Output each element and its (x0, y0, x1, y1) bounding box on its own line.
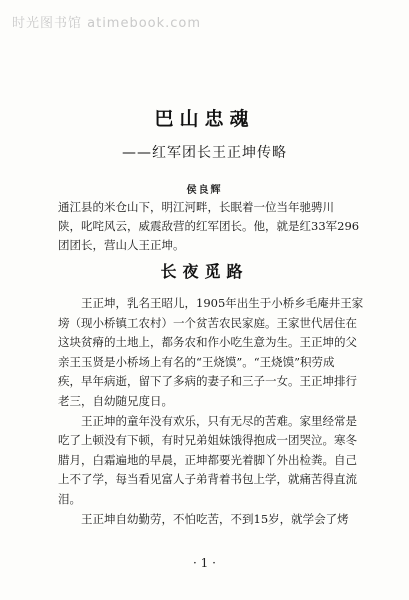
body-line: 塝（现小桥镇工农村）一个贫苦农民家庭。王家世代居住在 (58, 315, 357, 330)
body-line: 泪。 (58, 491, 81, 506)
section-heading: 长夜觅路 (160, 262, 249, 281)
page-number: · 1 · (193, 556, 216, 570)
body-line: 上不了学，每当看见富人子弟背着书包上学，就痛苦得直流 (58, 472, 357, 487)
body-line: 这块贫瘠的土地上，都务农和作小吃生意为生。王正坤的父 (58, 335, 357, 350)
intro-paragraph (58, 198, 363, 255)
page-subtitle: ——红军团长王正坤传略 (122, 145, 287, 161)
body-line: 王正坤的童年没有欢乐，只有无尽的苦难。家里经常是 (81, 413, 357, 428)
intro-line: 陕，叱咤风云，威震敌营的红军团长。他，就是红33军296 (58, 219, 360, 233)
body-text (58, 294, 363, 529)
intro-line: 团团长，营山人王正坤。 (58, 238, 185, 252)
author-name: 侯良辉 (186, 185, 223, 196)
body-line: 王正坤自幼勤劳，不怕吃苦，不到15岁，就学会了烤 (81, 511, 349, 526)
page-title: 巴山忠魂 (154, 108, 255, 130)
watermark: 时光图书馆 atimebook.com (12, 16, 202, 31)
body-line: 疾，早年病逝，留下了多病的妻子和三子一女。王正坤排行 (58, 374, 357, 389)
body-line: 王正坤，乳名王昭儿，1905年出生于小桥乡毛庵井王家 (81, 296, 364, 310)
body-line: 亲王玉贤是小桥场上有名的“王烧馍”。“王烧馍”积劳成 (58, 354, 335, 369)
body-line: 腊月，白霜遍地的早晨，正坤都要光着脚丫外出检粪。自己 (58, 452, 357, 467)
intro-line: 通江县的米仓山下，明江河畔，长眠着一位当年驰骋川 (58, 200, 334, 214)
body-line: 吃了上顿没有下顿，有时兄弟姐妹饿得抱成一团哭泣。寒冬 (58, 433, 357, 448)
body-line: 老三，自幼随兄度日。 (58, 393, 173, 408)
